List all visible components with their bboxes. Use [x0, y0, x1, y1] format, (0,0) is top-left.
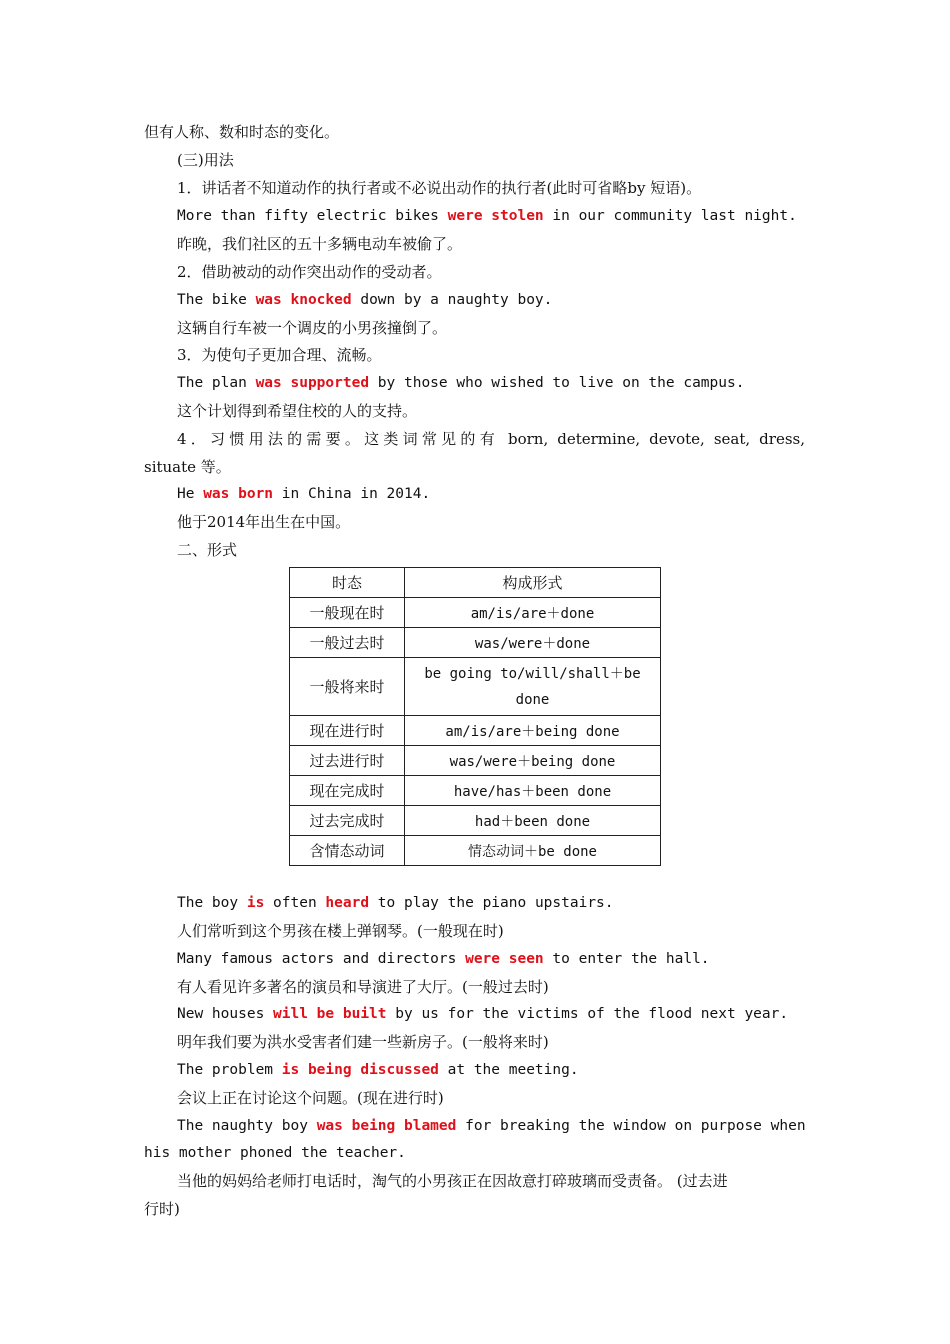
- usage-1-example: More than fifty electric bikes were stolen in our community last night.: [177, 208, 797, 224]
- highlight: was born: [203, 486, 274, 502]
- usage-1-title: 1．讲话者不知道动作的执行者或不必说出动作的执行者(此时可省略by 短语)。: [177, 179, 702, 197]
- usage-2-title: 2．借助被动的动作突出动作的受动者。: [177, 263, 442, 281]
- tense-form-table: [289, 567, 661, 866]
- example-5-cont: his mother phoned the teacher.: [144, 1145, 406, 1161]
- usage-2-example: The bike was knocked down by a naughty boy.: [177, 292, 553, 308]
- example-2: Many famous actors and directors were seen to enter the hall.: [177, 951, 710, 967]
- form-cell: 情态动词＋be done: [405, 836, 661, 866]
- usage-3-translation: 这个计划得到希望住校的人的支持。: [177, 402, 418, 420]
- example-3-translation: 明年我们要为洪水受害者们建一些新房子。(一般将来时): [177, 1033, 549, 1051]
- form-cell: had＋been done: [405, 806, 661, 836]
- table-row: [290, 716, 661, 746]
- example-5: The naughty boy was being blamed for breaking the window on purpose when: [177, 1118, 806, 1134]
- table-header: 构成形式: [405, 568, 661, 598]
- example-1-translation: 人们常听到这个男孩在楼上弹钢琴。(一般现在时): [177, 922, 504, 940]
- tense-cell: 过去进行时: [290, 746, 405, 776]
- form-cell: was/were＋being done: [405, 746, 661, 776]
- form-cell: have/has＋been done: [405, 776, 661, 806]
- table-row: [290, 628, 661, 658]
- usage-2-translation: 这辆自行车被一个调皮的小男孩撞倒了。: [177, 319, 448, 337]
- example-2-translation: 有人看见许多著名的演员和导演进了大厅。(一般过去时): [177, 978, 549, 996]
- usage-4-title: 4．习惯用法的需要。这类词常见的有 born, determine, devote, seat, dress,: [177, 430, 805, 448]
- example-4-translation: 会议上正在讨论这个问题。(现在进行时): [177, 1089, 444, 1107]
- table-row: [290, 598, 661, 628]
- table-header: 时态: [290, 568, 405, 598]
- usage-4-example: He was born in China in 2014.: [177, 486, 431, 502]
- tense-cell: 过去完成时: [290, 806, 405, 836]
- highlight: was being blamed: [316, 1118, 457, 1134]
- highlight: is: [246, 895, 265, 911]
- example-4: The problem is being discussed at the meeting.: [177, 1062, 579, 1078]
- table-row: [290, 658, 661, 716]
- usage-heading: (三)用法: [177, 151, 234, 169]
- highlight: heard: [325, 895, 370, 911]
- tense-cell: 含情态动词: [290, 836, 405, 866]
- usage-4-title-cont: situate 等。: [144, 458, 231, 476]
- table-row: [290, 806, 661, 836]
- intro-line: 但有人称、数和时态的变化。: [144, 123, 340, 141]
- usage-3-example: The plan was supported by those who wished to live on the campus.: [177, 375, 745, 391]
- highlight: was knocked: [255, 292, 352, 308]
- table-header-row: [290, 568, 661, 598]
- form-cell: be going to/will/shall＋be done: [405, 658, 661, 716]
- table-row: [290, 746, 661, 776]
- example-5-translation: 当他的妈妈给老师打电话时，淘气的小男孩正在因故意打碎玻璃而受责备。 (过去进: [177, 1172, 728, 1190]
- form-cell: was/were＋done: [405, 628, 661, 658]
- tense-cell: 一般将来时: [290, 658, 405, 716]
- form-cell: am/is/are＋being done: [405, 716, 661, 746]
- example-3: New houses will be built by us for the victims of the flood next year.: [177, 1006, 789, 1022]
- usage-4-translation: 他于2014年出生在中国。: [177, 513, 351, 531]
- highlight: was supported: [255, 375, 370, 391]
- example-1: The boy is often heard to play the piano upstairs.: [177, 895, 614, 911]
- highlight: will be built: [273, 1006, 387, 1022]
- tense-cell: 现在进行时: [290, 716, 405, 746]
- form-heading: 二、形式: [177, 541, 238, 559]
- highlight: were stolen: [447, 208, 544, 224]
- highlight: were seen: [465, 951, 544, 967]
- usage-3-title: 3．为使句子更加合理、流畅。: [177, 346, 382, 364]
- tense-cell: 一般过去时: [290, 628, 405, 658]
- table-row: [290, 776, 661, 806]
- tense-cell: 现在完成时: [290, 776, 405, 806]
- table-row: [290, 836, 661, 866]
- form-cell: am/is/are＋done: [405, 598, 661, 628]
- tense-cell: 一般现在时: [290, 598, 405, 628]
- usage-1-translation: 昨晚，我们社区的五十多辆电动车被偷了。: [177, 235, 463, 253]
- highlight: is being discussed: [281, 1062, 439, 1078]
- example-5-translation-cont: 行时): [144, 1200, 180, 1218]
